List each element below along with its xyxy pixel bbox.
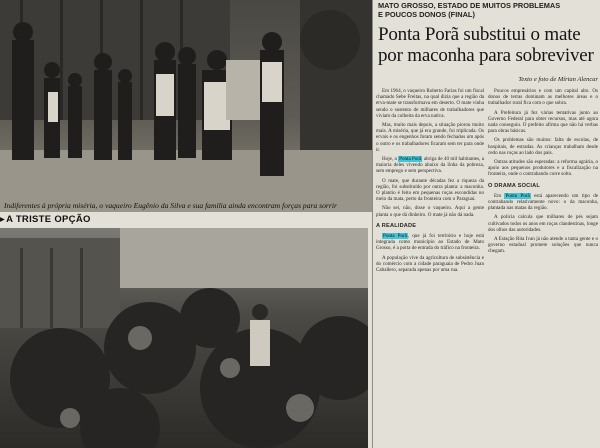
- article-paragraph: O mate, que durante décadas fez a riqueza da região, foi substituído por outra planta: a maconha. O plantio é feito em pequenas roças escondidas no meio da mata, perto da fronteira com o Paraguai.: [376, 177, 484, 203]
- family-photo-image: [0, 0, 372, 212]
- article-paragraph: A Estação Rita Ivan já não atende a tanta gente e o governo estadual promete soluções que nunca chegam.: [488, 236, 598, 255]
- article-paragraph: A população vive da agricultura de subsistência e do comércio com a cidade paraguaia de Pedro Juan Caballero, separada apenas por uma rua.: [376, 254, 484, 274]
- article-paragraph: A polícia calcula que milhares de pés sejam cultivados todos os anos em roças clandestinas, longe dos olhos das autoridades.: [488, 214, 598, 233]
- article-paragraph: [376, 156, 484, 175]
- paragraph-text: Em: [494, 192, 505, 199]
- plantation-photo-image: [0, 228, 368, 448]
- article-paragraph: [488, 193, 598, 212]
- article-paragraph: Poucos empresários e com um capital alto. Os donos de terras dominam as melhores áreas e o trabalhador rural fica com o que sobra.: [488, 88, 598, 107]
- article-paragraph: Os problemas são muitos: falta de escolas, de hospitais, de estradas. As crianças trabalham desde cedo nas roças ao lado dos pais.: [488, 137, 598, 156]
- article-subhead: O DRAMA SOCIAL: [488, 182, 541, 189]
- family-photo: [0, 0, 372, 212]
- paragraph-text: abriga de 40 mil habitantes, a maioria deles vivendo abaixo da linha da pobreza, sem emprego e sem perspectiva.: [376, 156, 484, 175]
- paragraph-text: Hoje, a: [382, 156, 399, 163]
- kicker: [378, 1, 598, 19]
- article-column-1: [376, 88, 484, 448]
- kicker-line-2: E POUCOS DONOS (FINAL): [378, 10, 475, 19]
- column-divider: [372, 0, 373, 448]
- article-paragraph: Mas, muito mais depois, a situação piorou muito mais. A miséria, que já era grande, foi triplicada. Os ervais e os engenhos foram sendo fechados um após o outro e os trabalhadores ficaram sem ter para onde ir.: [376, 122, 484, 153]
- paragraph-text: está aparecendo um tipo de contrabando relativamente novo: o da maconha, plantada nas matas da região.: [488, 192, 598, 212]
- byline: Texto e foto de Mírian Alencar: [518, 76, 598, 83]
- article-paragraph: Não sei, não, disse o vaqueiro. Aqui a gente planta o que dá dinheiro. O mate já não dá nada.: [376, 205, 484, 218]
- article-paragraph: [376, 233, 484, 252]
- plantation-photo: [0, 228, 368, 448]
- article-subhead: A REALIDADE: [376, 222, 417, 229]
- highlighted-term: Ponta Porã: [505, 192, 530, 199]
- section-header-label: A TRISTE OPÇÃO: [6, 214, 91, 225]
- article-column-2: [488, 88, 598, 448]
- kicker-line-1: MATO GROSSO, ESTADO DE MUITOS PROBLEMAS: [378, 1, 561, 10]
- article-paragraph: Outras atitudes são esperadas: a reforma agrária, o apoio aos pequenos produtores e a fiscalização na fronteira, onde o contrabando corre solto.: [488, 159, 598, 178]
- article-paragraph: Em 1964, o vaqueiro Roberto Farias foi um fiscal chamado Sebe Freitas, na qual dizia que a região da erva-mate se transformava em deserto. O mate vinha sendo o sustento de milhares de trabalhadores que viviam da colheita da erva nativa.: [376, 88, 484, 119]
- headline: Ponta Porã substitui o mate por maconha para sobreviver: [378, 24, 594, 66]
- paragraph-text: , que já foi território e hoje está integrada como município ao Estado de Mato Grosso, é a porta de entrada do tráfico na fronteira.: [376, 233, 484, 252]
- photo-caption: Indiferentes à própria miséria, o vaqueiro Eugênio da Silva e sua família ainda encontram forças para sorrir: [4, 201, 337, 210]
- article-paragraph: A Prefeitura já fez várias tentativas junto ao Governo Federal para obter recursos, mas até agora nada conseguiu. O prefeito afirma que não há verbas para obras básicas.: [488, 109, 598, 135]
- highlighted-term: Ponta Porã: [383, 233, 407, 240]
- section-header: [0, 214, 372, 227]
- highlighted-term: Ponta Porã: [399, 156, 422, 163]
- triangle-icon: ▸: [0, 214, 6, 225]
